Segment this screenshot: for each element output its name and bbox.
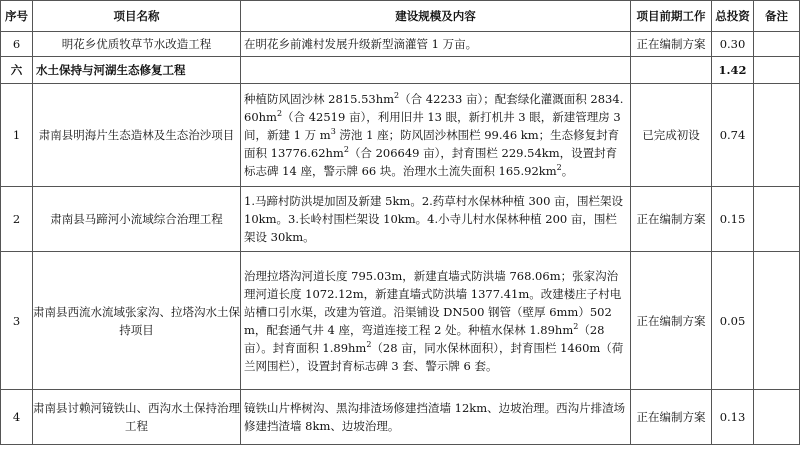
scope-text: （合 206649 亩），封育围栏 229.54km，设置封育标志碑 14 座，警示牌 66 块。治理水土流失面积 165.92km xyxy=(244,146,618,178)
row-prework: 已完成初设 xyxy=(631,84,712,187)
scope-superscript: 2 xyxy=(276,109,283,119)
row-no: 1 xyxy=(1,84,33,187)
row-prework: 正在编制方案 xyxy=(631,390,712,445)
row-scope xyxy=(241,252,631,390)
section-invest: 1.42 xyxy=(712,57,754,84)
scope-superscript: 2 xyxy=(556,163,562,173)
row-remark xyxy=(754,390,800,445)
scope-superscript: 3 xyxy=(330,127,336,137)
scope-text: （合 42519 亩），利用旧井 13 眼，新打机井 3 眼，新建管理房 3 间，新建 1 万 m xyxy=(244,110,621,142)
scope-text: 种植防风固沙林 2815.53hm xyxy=(244,92,395,106)
row-remark xyxy=(754,252,800,390)
row-no: 6 xyxy=(1,32,33,57)
row-no: 3 xyxy=(1,252,33,390)
row-scope: 1.马蹄村防洪堤加固及新建 5km。2.药草村水保林种植 300 亩，围栏架设 10km。3.长岭村围栏架设 10km。4.小寺儿村水保林种植 200 亩，围栏架设 30km。 xyxy=(241,187,631,252)
scope-superscript: 2 xyxy=(366,339,372,349)
row-prework: 正在编制方案 xyxy=(631,187,712,252)
section-no: 六 xyxy=(1,57,33,84)
row-scope: 镜铁山片桦树沟、黑沟排渣场修建挡渣墙 12km、边坡治理。西沟片排渣场修建挡渣墙 8km、边坡治理。 xyxy=(241,390,631,445)
scope-text: （28 亩，同水保林面积），封育围栏 1460m（荷兰网围栏），设置封育标志碑 3 套、警示牌 6 套。 xyxy=(244,340,624,373)
scope-text: （合 42233 亩）；配套绿化灌溉面积 2834.60hm xyxy=(244,92,624,124)
row-name: 肃南县马蹄河小流域综合治理工程 xyxy=(33,187,241,252)
table-row xyxy=(1,252,800,390)
row-invest: 0.30 xyxy=(712,32,754,57)
row-remark xyxy=(754,187,800,252)
header-row xyxy=(1,1,800,32)
row-scope: 在明花乡前滩村发展升级新型滴灌管 1 万亩。 xyxy=(241,32,631,57)
section-name: 水土保持与河湖生态修复工程 xyxy=(33,57,241,84)
row-name: 明花乡优质牧草节水改造工程 xyxy=(33,32,241,57)
scope-text: 治理拉塔沟河道长度 795.03m，新建直墙式防洪墙 768.06m；张家沟治理河道长度 1072.12m，新建直墙式防洪墙 1377.41m。改建楼庄子村电站槽口引水渠，改建为管道。沿渠铺设 DN500 钢管（壁厚 6mm）502m，配套通气井 4 座，弯道连接工程 2 处。种植水保林 1.89hm xyxy=(244,268,622,337)
scope-text: 涝池 1 座；防风固沙林围栏 99.46 km；生态修复封育面积 13776.62hm xyxy=(244,128,620,160)
row-invest: 0.05 xyxy=(712,252,754,390)
table-row xyxy=(1,187,800,252)
table-row xyxy=(1,390,800,445)
section-prework xyxy=(631,57,712,84)
row-name: 肃南县讨赖河镜铁山、西沟水土保持治理工程 xyxy=(33,390,241,445)
row-no: 2 xyxy=(1,187,33,252)
scope-superscript: 2 xyxy=(573,321,579,331)
header-prework: 项目前期工作 xyxy=(631,1,712,32)
table-row xyxy=(1,84,800,187)
section-scope xyxy=(241,57,631,84)
scope-superscript: 2 xyxy=(394,91,400,101)
row-name: 肃南县西流水流域张家沟、拉塔沟水土保持项目 xyxy=(33,252,241,390)
row-scope xyxy=(241,84,631,187)
row-no: 4 xyxy=(1,390,33,445)
header-invest: 总投资 xyxy=(712,1,754,32)
row-remark xyxy=(754,84,800,187)
header-no: 序号 xyxy=(1,1,33,32)
header-name: 项目名称 xyxy=(33,1,241,32)
row-name: 肃南县明海片生态造林及生态治沙项目 xyxy=(33,84,241,187)
section-remark xyxy=(754,57,800,84)
row-invest: 0.15 xyxy=(712,187,754,252)
scope-text: （28 亩）。封育面积 1.89hm xyxy=(244,322,605,355)
row-invest: 0.74 xyxy=(712,84,754,187)
table-row xyxy=(1,32,800,57)
row-invest: 0.13 xyxy=(712,390,754,445)
section-row xyxy=(1,57,800,84)
header-remark: 备注 xyxy=(754,1,800,32)
scope-superscript: 2 xyxy=(343,145,349,155)
header-scope: 建设规模及内容 xyxy=(241,1,631,32)
row-prework: 正在编制方案 xyxy=(631,252,712,390)
scope-text: 。 xyxy=(561,164,574,178)
row-prework: 正在编制方案 xyxy=(631,32,712,57)
row-remark xyxy=(754,32,800,57)
